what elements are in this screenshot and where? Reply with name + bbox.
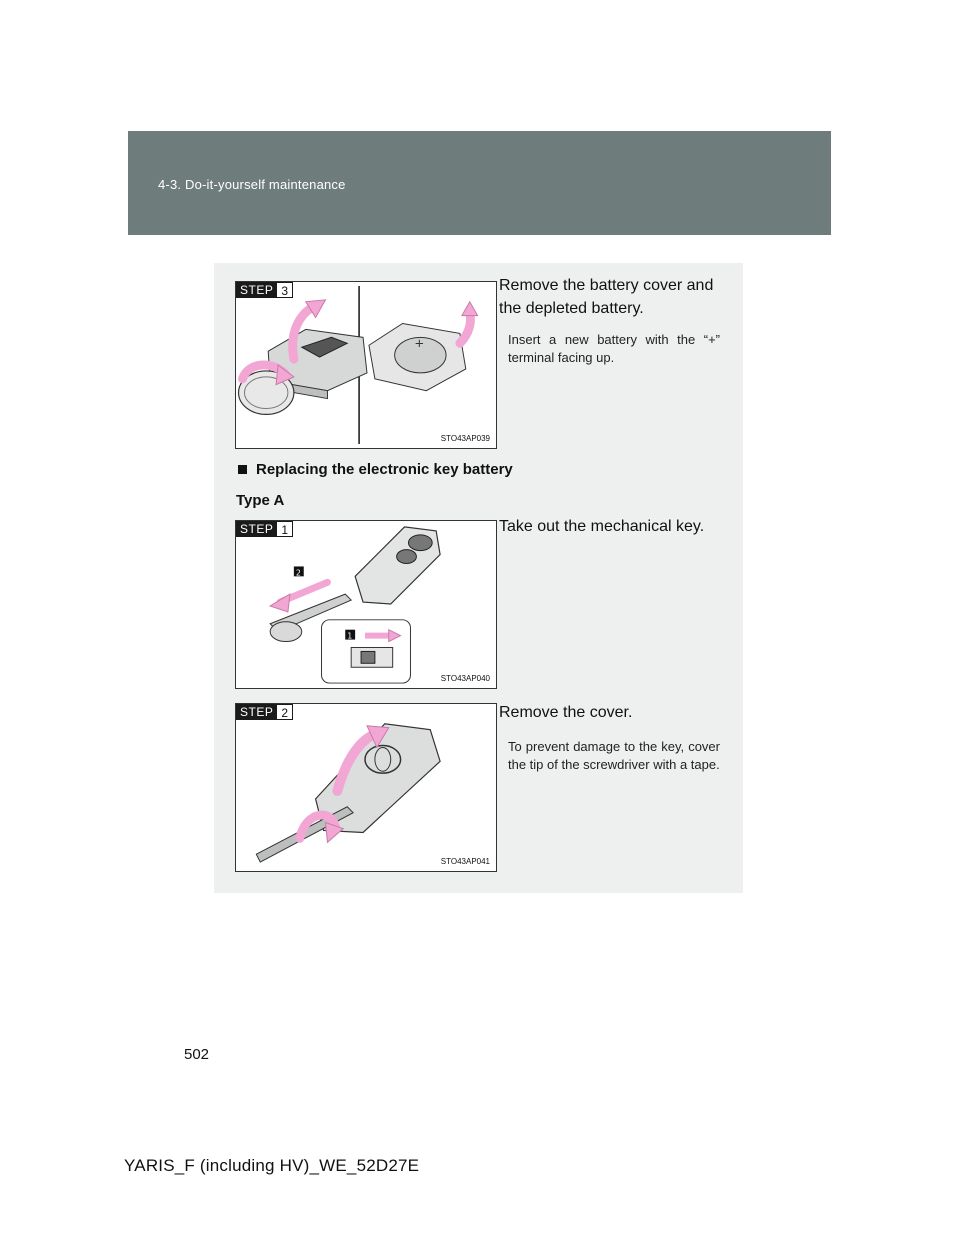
cover-removal-drawing (236, 704, 496, 871)
step-badge (236, 282, 293, 298)
step-number: 1 (277, 521, 293, 537)
step-3-instruction: Remove the battery cover and the depleted battery. (499, 277, 714, 317)
section-heading-text: Replacing the electronic key battery (256, 461, 513, 478)
step-label: STEP (236, 704, 277, 720)
page-number: 502 (184, 1046, 210, 1063)
step-badge (236, 521, 293, 537)
section-title: 4-3. Do-it-yourself maintenance (158, 177, 346, 192)
mechanical-key-drawing (236, 521, 496, 688)
callout-2: 2 (295, 568, 301, 578)
step-label: STEP (236, 282, 277, 298)
step-2-instruction: Remove the cover. (499, 704, 633, 721)
section-header-band (128, 131, 831, 235)
type-subheading: Type A (236, 492, 285, 509)
callout-1: 1 (347, 631, 353, 641)
figure-code: STO43AP040 (440, 674, 490, 683)
svg-text:+: + (414, 336, 425, 351)
battery-cover-drawing (236, 282, 496, 448)
content-panel (214, 263, 743, 893)
step-2-note: To prevent damage to the key, cover the tip of the screwdriver with a tape. (508, 739, 720, 772)
section-heading (238, 461, 513, 478)
document-footer: YARIS_F (including HV)_WE_52D27E (124, 1156, 420, 1175)
step-label: STEP (236, 521, 277, 537)
square-bullet-icon (238, 465, 247, 474)
battery-removal-illustration (235, 281, 497, 449)
cover-removal-illustration (235, 703, 497, 872)
step-badge (236, 704, 293, 720)
step-number: 3 (277, 282, 293, 298)
figure-code: STO43AP039 (440, 434, 490, 443)
figure-code: STO43AP041 (440, 857, 490, 866)
step-number: 2 (277, 704, 293, 720)
step-1-instruction: Take out the mechanical key. (499, 518, 705, 535)
step-3-note: Insert a new battery with the “+” terminal facing up. (508, 332, 720, 365)
mechanical-key-illustration (235, 520, 497, 689)
